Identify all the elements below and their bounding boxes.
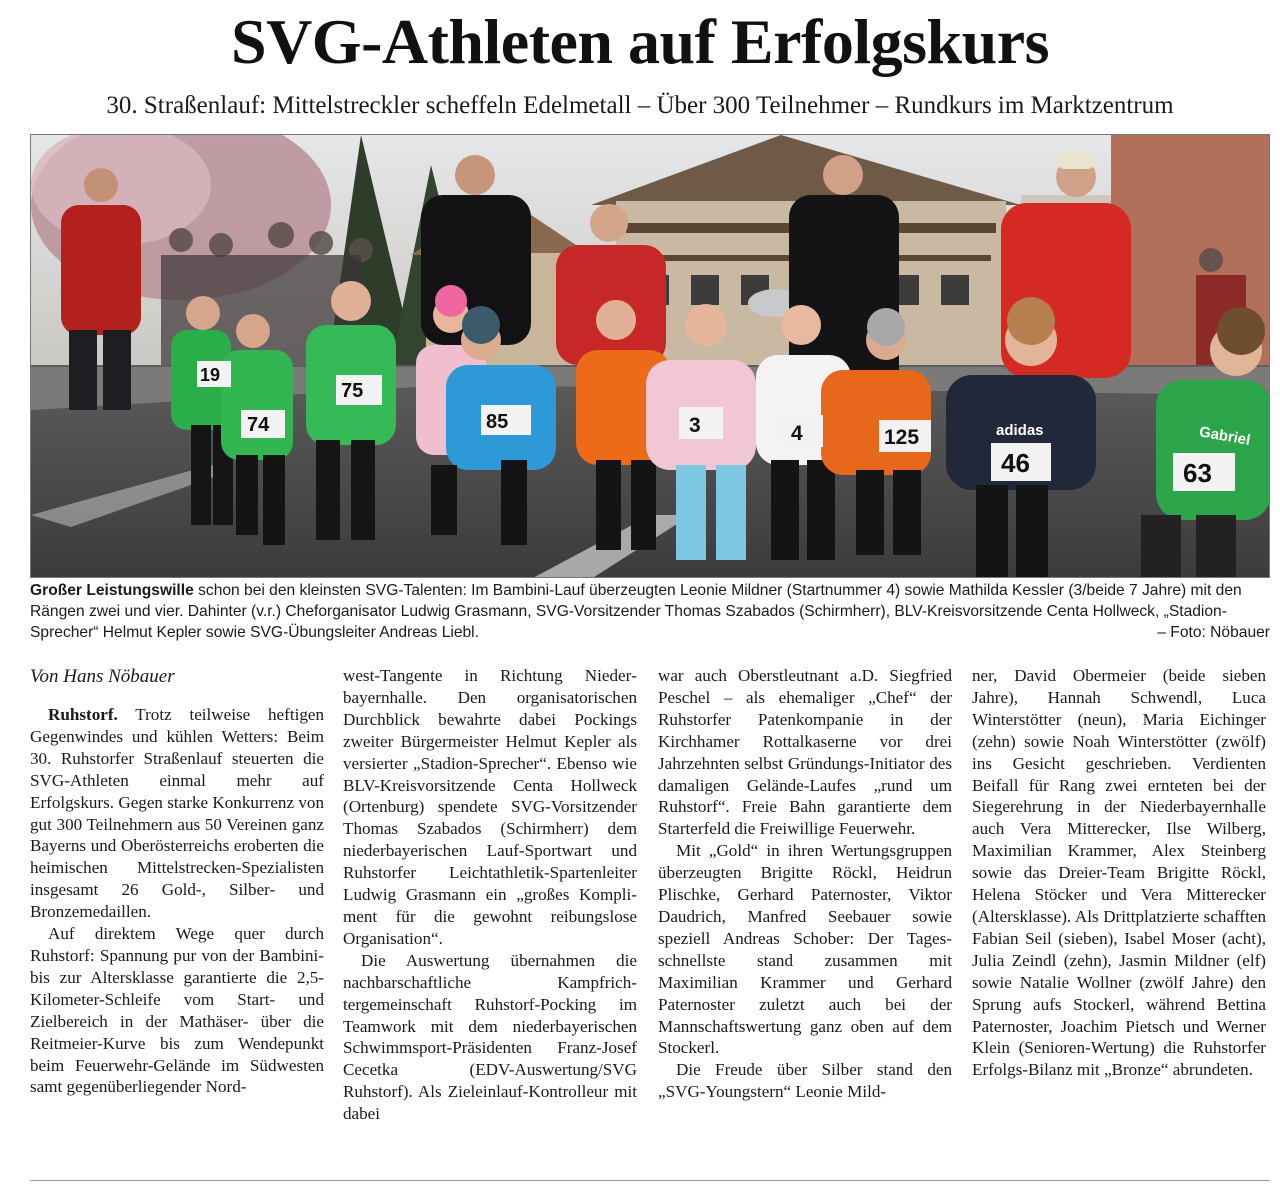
- bib-number: 75: [341, 380, 364, 402]
- bib-number: 63: [1183, 458, 1212, 488]
- caption-text: schon bei den kleinsten SVG-Talenten: Im Bambini-Lauf überzeugten Leonie Mildner (Startnummer 4) sowie Mathilda Kessler (3/beide 7 Jahre) mit den Rängen zwei und vier. Dahinter (v.r.) Cheforganisator Ludwig Grasmann, SVG-Vorsitzender Thomas Szabados (Schirmherr), BLV-Kreisvorsitzende Centa Hollweck, „Stadion-Sprecher“ Helmut Kepler sowie SVG-Übungsleiter Andreas Liebl.: [30, 582, 1242, 641]
- photo-caption: [30, 580, 1270, 643]
- bib-number: 85: [486, 411, 509, 433]
- article-column-4: [972, 665, 1266, 1081]
- bottom-divider: [30, 1180, 1270, 1181]
- bib-number: 74: [247, 414, 270, 436]
- photo-credit: – Foto: Nöbauer: [1157, 624, 1270, 641]
- paragraph: Auf direktem Wege quer durch Ruhstorf: Spannung pur von der Bambini- bis zur Altersklasse garantierte die 2,5-Kilometer-Schleife vom Start- und Zielbereich in der Mathäser- über die Reitmeier-Kurve bis zum Wendepunkt beim Feuerwehr-Gelände im Südwesten samt gegenüberliegender Nord-: [30, 924, 324, 1097]
- shirt-logo-text: adidas: [996, 422, 1044, 439]
- paragraph: ner, David Obermeier (beide sieben Jahre), Hannah Schwendl, Luca Winterstötter (neun), Maria Eichinger (zehn) sowie Noah Winterstötter (zwölf) ins Gesicht geschrieben. Verdienten Beifall für Rang zwei ernteten bei der Siegerehrung in der Niederbayernhalle auch Vera Mitterecker, Ilse Wilberg, Maximilian Krammer, Alex Steinberg sowie das Dreier-Team Brigitte Röckl, Helena Stöcker und Vera Mitterecker (Altersklasse). Als Drittplatzierte schafften Fabian Seil (sieben), Isabel Moser (acht), Julia Zeindl (zehn), Jasmin Mildner (elf) sowie Natalie Wollner (zwölf Jahre) den Sprung aufs Stockerl, während Bettina Paternoster, Joachim Pietsch und Werner Klein (Senioren-Wertung) die Ruhstorfer Erfolgs-Bilanz mit „Bronze“ abrundeten.: [972, 666, 1266, 1080]
- bib-number: 4: [791, 422, 803, 445]
- caption-lead: Großer Leistungswille: [30, 582, 194, 599]
- paragraph: Die Auswertung übernahmen die nachbarschaftliche Kampfrichtergemeinschaft Ruhstorf-Pocking im Teamwork mit dem niederbayerischen Schwimmsport-Präsidenten Franz-Josef Cecetka (EDV-Auswertung/SVG Ruhstorf). Als Zieleinlauf-Kontrolleur mit dabei: [343, 950, 637, 1124]
- bib-number: 3: [689, 414, 701, 437]
- article-headline: SVG-Athleten auf Erfolgskurs: [230, 6, 1050, 77]
- paragraph: west-Tangente in Richtung Niederbayernhalle. Den organisatorischen Durchblick bewahrte dabei Pockings zweiter Bürgermeister Helmut Kepler als versierter „Stadion-Sprecher“. Ebenso wie BLV-Kreisvorsitzende Centa Hollweck (Ortenburg) spendete SVG-Vorsitzender Thomas Szabados (Schirmherr) dem niederbayerischen Lauf-Sportwart und Ruhstorfer Leichtathletik-Spartenleiter Ludwig Grasmann ein „großes Kompliment für die gewohnt reibungslose Organisation“.: [343, 666, 637, 948]
- paragraph: war auch Oberstleutnant a.D. Siegfried Peschel – als ehemaliger „Chef“ der Ruhstorfer Patenkompanie in der Kirchhamer Rottalkaserne vor drei Jahrzehnten selbst Gründungs-Initiator des damaligen Gelände-Laufes „rund um Ruhstorf“. Freie Bahn garantierte dem Starterfeld die Freiwillige Feuerwehr.: [658, 666, 952, 839]
- article-column-1: [30, 704, 324, 1098]
- bib-number: 19: [200, 365, 221, 385]
- author-byline: Von Hans Nöbauer: [30, 666, 175, 687]
- article-subheadline: 30. Straßenlauf: Mittelstreckler scheffeln Edelmetall – Über 300 Teilnehmer – Rundkurs im Marktzentrum: [106, 92, 1174, 119]
- article-column-3: [658, 665, 952, 1103]
- paragraph: Mit „Gold“ in ihren Wertungsgruppen überzeugten Brigitte Röckl, Heidrun Plischke, Gerhard Paternoster, Viktor Daudrich, Manfred Seebauer sowie speziell Andreas Schober: Der Tagesschnellste stand zusammen mit Maximilian Krammer und Gerhard Paternoster zuletzt auch bei der Mannschaftswertung ganz oben auf dem Stockerl.: [658, 841, 952, 1058]
- article-photo: [30, 134, 1270, 578]
- race-start-illustration: [31, 135, 1270, 578]
- bib-number: 46: [1001, 448, 1030, 478]
- article-column-2: [343, 665, 637, 1125]
- paragraph: Trotz teilweise heftigen Gegenwindes und kühlen Wetters: Beim 30. Ruhstorfer Straßenlauf steuerten die SVG-Athleten einmal mehr auf Erfolgskurs. Gegen starke Konkurrenz von gut 300 Teilnehmern aus 50 Vereinen ganz Bayerns und Oberösterreichs eroberten die heimischen Mittelstrecken-Spezialisten insgesamt 26 Gold-, Silber- und Bronzemedaillen.: [30, 705, 324, 922]
- dateline: Ruhstorf.: [48, 705, 118, 724]
- shirt-name-text: Gabriel: [1197, 423, 1252, 450]
- bib-number: 125: [884, 426, 920, 449]
- paragraph: Die Freude über Silber stand den „SVG-Youngstern“ Leonie Mild-: [658, 1060, 952, 1102]
